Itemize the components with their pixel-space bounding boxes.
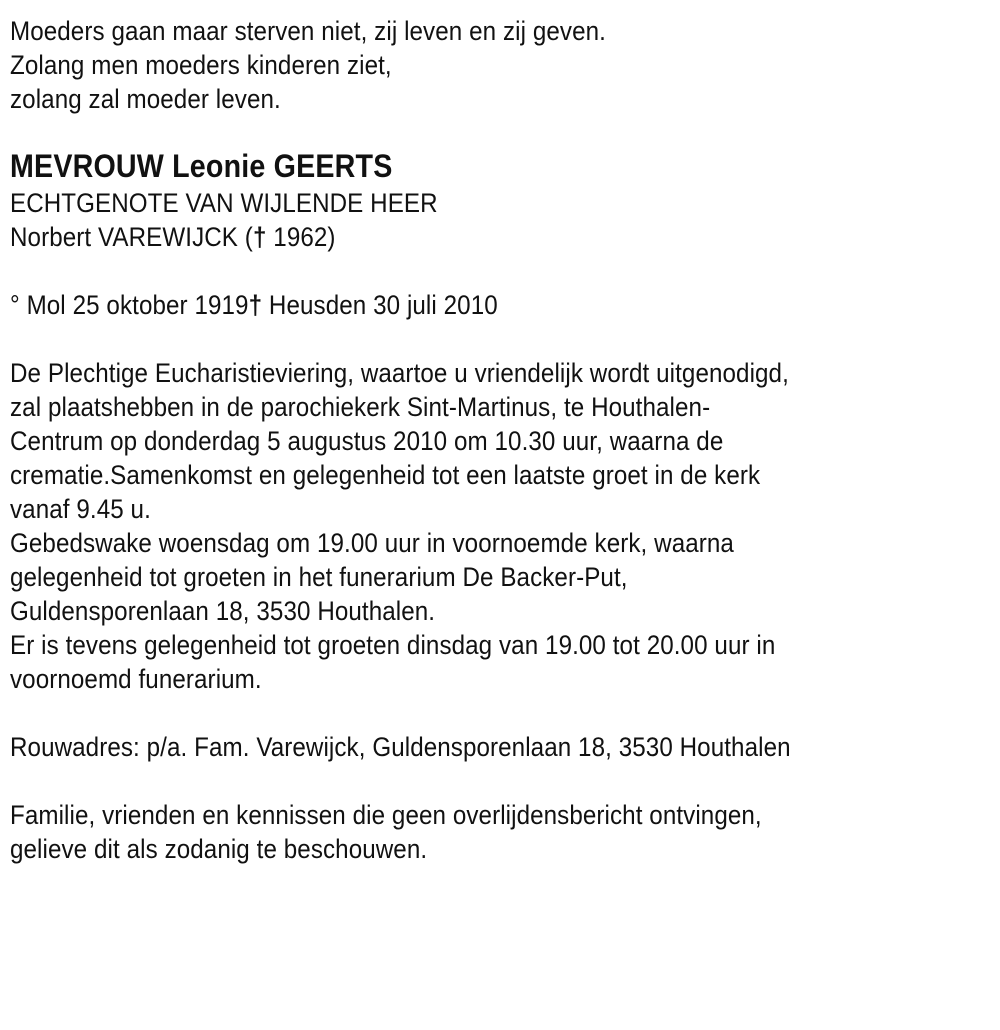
closing-line-2: gelieve dit als zodanig te beschouwen. bbox=[10, 834, 428, 864]
service-line-10: voornoemd funerarium. bbox=[10, 664, 262, 694]
service-line-2: zal plaatshebben in de parochiekerk Sint-Martinus, te Houthalen- bbox=[10, 392, 711, 422]
dagger-icon: † bbox=[252, 222, 267, 252]
service-line-5: vanaf 9.45 u. bbox=[10, 494, 151, 524]
service-line-7: gelegenheid tot groeten in het funerarium De Backer-Put, bbox=[10, 562, 628, 592]
spouse-death-year: 1962) bbox=[266, 222, 336, 252]
mourning-address-line: Rouwadres: p/a. Fam. Varewijck, Guldensporenlaan 18, 3530 Houthalen bbox=[10, 732, 791, 762]
spacer-before-address bbox=[10, 696, 992, 730]
page-title: MEVROUW Leonie GEERTS bbox=[10, 148, 393, 184]
service-line-1: De Plechtige Eucharistieviering, waartoe u vriendelijk wordt uitgenodigd, bbox=[10, 358, 789, 388]
spacer-before-closing bbox=[10, 764, 992, 798]
spacer-before-service bbox=[10, 322, 992, 356]
dagger-death-icon: † bbox=[248, 290, 263, 320]
service-line-4: crematie.Samenkomst en gelegenheid tot een laatste groet in de kerk bbox=[10, 460, 761, 490]
spacer-before-name bbox=[10, 116, 992, 146]
spouse-line bbox=[10, 220, 992, 254]
verse-line-3: zolang zal moeder leven. bbox=[10, 84, 281, 114]
spouse-name-prefix: Norbert VAREWIJCK ( bbox=[10, 222, 253, 252]
mourning-address-block bbox=[10, 730, 992, 764]
birth-text: Mol 25 oktober 1919 bbox=[19, 290, 249, 320]
dates-block bbox=[10, 288, 992, 322]
service-line-3: Centrum op donderdag 5 augustus 2010 om 10.30 uur, waarna de bbox=[10, 426, 724, 456]
verse-line-2: Zolang men moeders kinderen ziet, bbox=[10, 50, 392, 80]
deceased-block bbox=[10, 146, 992, 254]
service-block bbox=[10, 356, 992, 696]
relation-line: ECHTGENOTE VAN WIJLENDE HEER bbox=[10, 188, 438, 218]
death-text: Heusden 30 juli 2010 bbox=[262, 290, 498, 320]
service-line-6: Gebedswake woensdag om 19.00 uur in voornoemde kerk, waarna bbox=[10, 528, 734, 558]
spacer-before-dates bbox=[10, 254, 992, 288]
closing-block bbox=[10, 798, 992, 866]
service-line-8: Guldensporenlaan 18, 3530 Houthalen. bbox=[10, 596, 436, 626]
degree-birth-icon: ° bbox=[10, 290, 20, 320]
verse-line-1: Moeders gaan maar sterven niet, zij leven en zij geven. bbox=[10, 16, 606, 46]
verse-block bbox=[10, 14, 992, 116]
service-line-9: Er is tevens gelegenheid tot groeten dinsdag van 19.00 tot 20.00 uur in bbox=[10, 630, 776, 660]
birth-death-line bbox=[10, 288, 992, 322]
closing-line-1: Familie, vrienden en kennissen die geen overlijdensbericht ontvingen, bbox=[10, 800, 762, 830]
